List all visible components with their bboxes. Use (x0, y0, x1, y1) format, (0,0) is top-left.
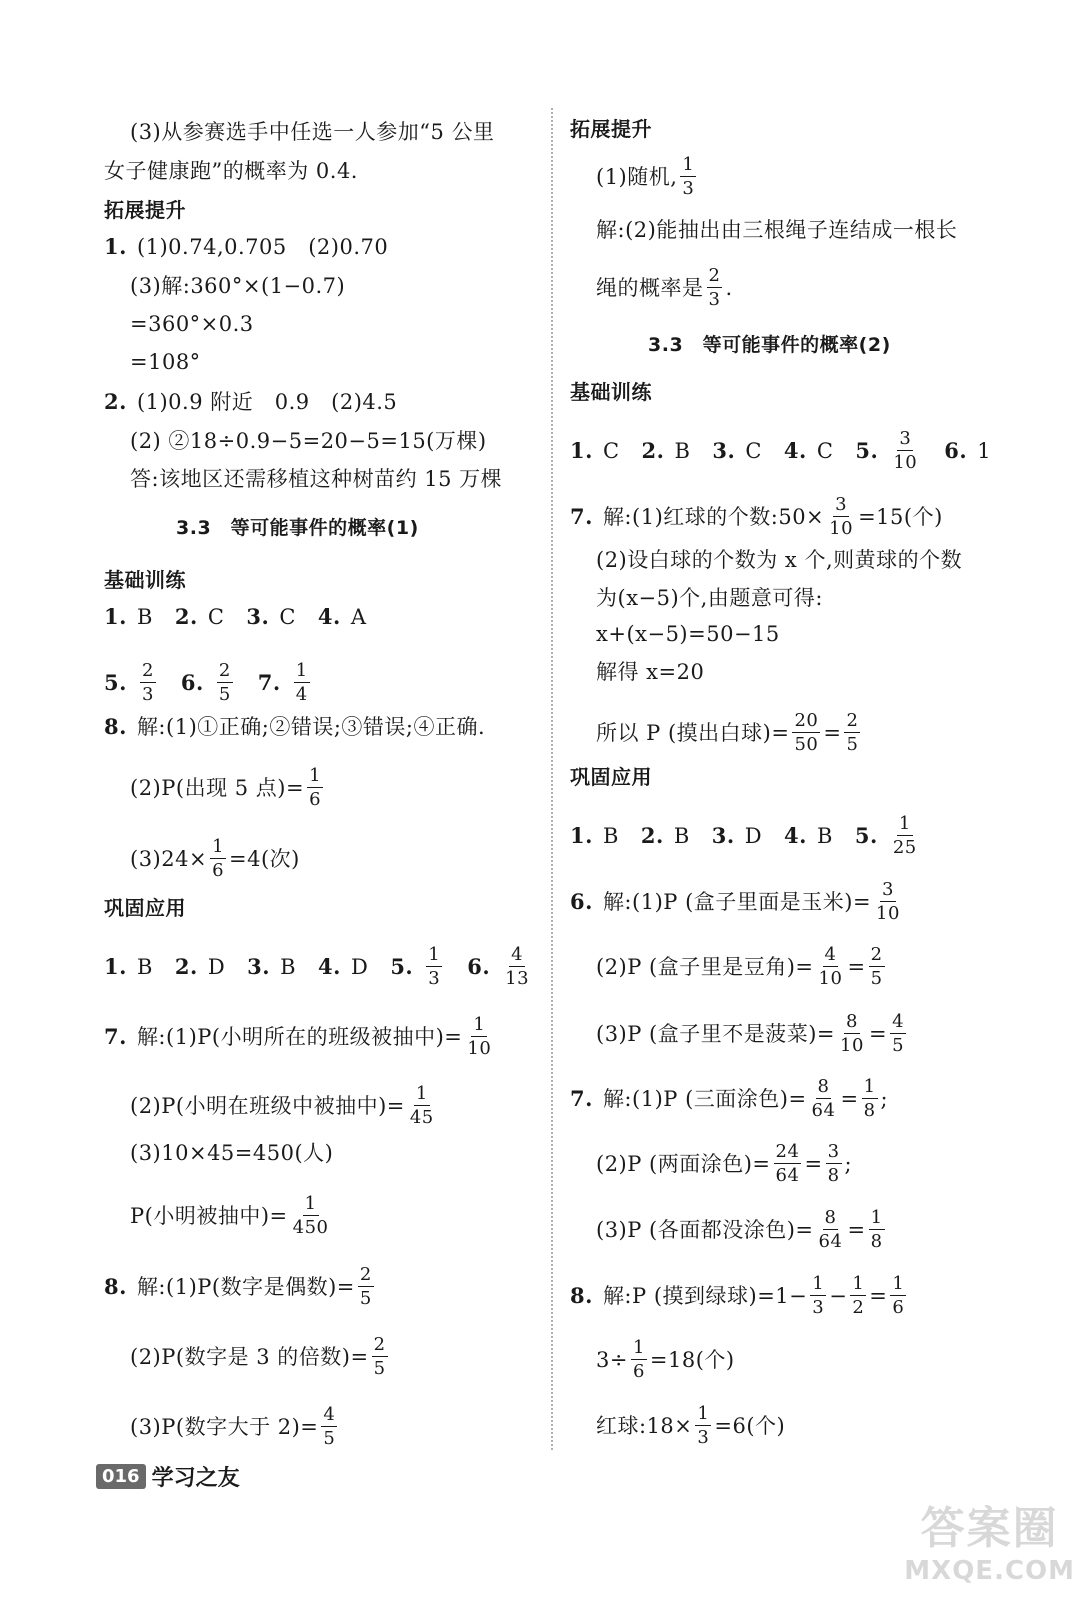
section-title: 3.3 等可能事件的概率(1) (176, 517, 419, 539)
answer-line (104, 1264, 377, 1309)
answer-text: 解:(1)P(数字是偶数)= (136, 1274, 355, 1299)
denominator: 8 (870, 1231, 883, 1252)
numerator: 1 (415, 1083, 428, 1104)
numerator: 1 (428, 944, 441, 965)
question-number: 5. (855, 437, 879, 463)
page-number: 016 (96, 1464, 146, 1489)
answer-text: =15(个) (858, 504, 943, 529)
fraction (891, 813, 919, 858)
numerator: 1 (812, 1273, 825, 1294)
answer-text: 解:(1)P (三面涂色)= (602, 1086, 807, 1111)
denominator: 8 (863, 1100, 876, 1121)
question-number: 4. (317, 604, 341, 629)
fraction (426, 944, 442, 989)
numerator: 1 (898, 813, 911, 834)
fraction (810, 1273, 826, 1318)
fraction (291, 1193, 331, 1238)
numerator: 1 (863, 1076, 876, 1097)
text-line: x+(x−5)=50−15 (596, 622, 780, 646)
numerator: 3 (882, 879, 894, 900)
fraction (850, 1273, 866, 1318)
answer-text: (2)P(数字是 3 的倍数)= (130, 1344, 369, 1369)
denominator: 5 (359, 1288, 372, 1309)
numerator: 3 (835, 494, 848, 515)
numerator: 4 (892, 1011, 905, 1032)
text-line: 解:(2)能抽出由三根绳子连结成一根长 (596, 218, 958, 242)
numerator: 1 (473, 1014, 486, 1035)
question-number: 8. (104, 714, 127, 739)
answer-line (596, 944, 888, 989)
answer-text: C (816, 438, 834, 463)
section-heading: 基础训练 (104, 568, 186, 592)
equals-sign: = (847, 954, 866, 979)
question-number: 6. (467, 953, 491, 979)
question-number: 6. (944, 437, 968, 463)
denominator: 64 (775, 1165, 800, 1186)
fraction (307, 765, 323, 810)
answer-line (596, 154, 699, 199)
answer-line (104, 388, 397, 416)
denominator: 10 (876, 903, 900, 924)
fraction (817, 944, 845, 989)
fraction (217, 660, 233, 705)
section-heading: 基础训练 (570, 380, 652, 404)
question-number: 7. (570, 1085, 593, 1111)
fraction (891, 428, 919, 473)
page-footer (96, 1456, 240, 1496)
fraction (358, 1264, 374, 1309)
question-number: 4. (783, 437, 807, 463)
numerator: 4 (824, 944, 837, 965)
question-number: 2. (174, 604, 198, 629)
answer-text: 解:P (摸到绿球)=1− (602, 1283, 808, 1308)
answer-text: B (816, 823, 833, 848)
numerator: 24 (775, 1141, 800, 1162)
answer-line (596, 1403, 785, 1448)
section-heading: 拓展提升 (104, 198, 186, 222)
question-number: 3. (711, 822, 735, 848)
question-number: 7. (104, 1023, 127, 1049)
answer-text: 解:(1)红球的个数:50× (602, 504, 825, 529)
answer-line (130, 1334, 391, 1379)
answer-text: =18(个) (649, 1347, 735, 1372)
text-line: (3)10×45=450(人) (130, 1141, 334, 1165)
fraction (810, 1076, 838, 1121)
denominator: 4 (295, 684, 308, 705)
text-line: (3)从参赛选手中任选一人参加“5 公里 (130, 120, 495, 144)
text-line: (2) ②18÷0.9−5=20−5=15(万棵) (130, 429, 487, 453)
question-number: 2. (640, 822, 664, 848)
numerator: 2 (359, 1264, 372, 1285)
numerator: 8 (817, 1076, 830, 1097)
answer-line (104, 713, 485, 741)
fraction (294, 660, 310, 705)
answer-text: (2)P (两面涂色)= (596, 1151, 771, 1176)
text-line: (2)设白球的个数为 x 个,则黄球的个数 (596, 548, 963, 572)
denominator: 3 (428, 968, 441, 989)
answer-text: D (350, 954, 369, 979)
answer-line (570, 1076, 888, 1121)
question-number: 8. (104, 1273, 127, 1299)
question-number: 5. (854, 822, 878, 848)
column-divider (551, 108, 553, 1450)
numerator: 2 (708, 265, 721, 286)
section-heading: 巩固应用 (104, 896, 186, 920)
answer-text: (1)随机, (596, 164, 678, 189)
answer-line (130, 1083, 439, 1128)
denominator: 5 (373, 1358, 386, 1379)
denominator: 3 (708, 289, 721, 310)
answer-line (130, 1193, 333, 1238)
denominator: 10 (818, 968, 843, 989)
answer-text: P(小明被抽中)= (130, 1203, 288, 1228)
fraction (210, 836, 226, 881)
fraction (680, 154, 696, 199)
watermark-logo (904, 1492, 1075, 1586)
fraction (372, 1334, 388, 1379)
question-number: 1. (570, 437, 593, 463)
answer-text: C (279, 605, 296, 629)
numerator: 1 (632, 1337, 645, 1358)
answer-text: =4(次) (229, 846, 300, 871)
answer-line (596, 265, 733, 310)
answer-text: B (136, 605, 153, 629)
fraction (707, 265, 723, 310)
answer-text: (3)24× (130, 846, 208, 871)
fraction (465, 1014, 493, 1059)
answer-text: B (602, 823, 619, 848)
fraction (890, 1011, 906, 1056)
equals-sign: = (823, 720, 842, 745)
denominator: 5 (870, 968, 883, 989)
answer-text: B (673, 823, 690, 848)
question-number: 6. (570, 888, 593, 914)
answer-line (104, 1014, 496, 1059)
equals-sign: = (847, 1217, 866, 1242)
numerator: 1 (212, 836, 225, 857)
numerator: 2 (218, 660, 231, 681)
answer-line (130, 1404, 340, 1449)
answer-text: (2)P(出现 5 点)= (130, 775, 305, 800)
answer-text: C (602, 438, 620, 463)
section-title: 3.3 等可能事件的概率(2) (648, 334, 891, 356)
denominator: 5 (218, 684, 231, 705)
numerator: 2 (373, 1334, 386, 1355)
numerator: 1 (304, 1193, 317, 1214)
fraction (890, 1273, 906, 1318)
answer-line (570, 813, 922, 858)
answer-text: 所以 P (摸出白球)= (596, 720, 790, 745)
fraction (862, 1076, 878, 1121)
answer-text: B (280, 954, 297, 979)
numerator: 4 (323, 1404, 336, 1425)
question-number: 3. (712, 437, 736, 463)
denominator: 3 (682, 178, 695, 199)
answer-text: C (745, 438, 762, 463)
denominator: 45 (409, 1107, 434, 1128)
answer-text: (1)0.74,0.705 (2)0.70 (136, 235, 389, 259)
numerator: 2 (141, 660, 154, 681)
fraction (874, 879, 902, 924)
text-line: 女子健康跑”的概率为 0.4. (104, 159, 358, 183)
equals-sign: = (869, 1283, 888, 1308)
denominator: 5 (323, 1428, 336, 1449)
text-line: 答:该地区还需移植这种树苗约 15 万棵 (130, 467, 503, 491)
denominator: 6 (632, 1361, 645, 1382)
fraction (869, 944, 885, 989)
fraction (774, 1141, 802, 1186)
answer-text: 3÷ (596, 1347, 628, 1372)
answer-text: 红球:18× (596, 1413, 693, 1438)
denominator: 3 (141, 684, 154, 705)
fraction (695, 1403, 711, 1448)
answer-line (596, 1207, 888, 1252)
question-number: 2. (174, 953, 198, 979)
fraction (827, 494, 855, 539)
question-number: 4. (318, 953, 341, 979)
numerator: 3 (899, 428, 912, 449)
answer-text: D (207, 954, 226, 979)
answer-line (104, 660, 313, 705)
answer-line (570, 879, 905, 924)
answer-line (130, 765, 326, 810)
question-number: 4. (784, 822, 807, 848)
answer-text: (3)P (盒子里不是菠菜)= (596, 1021, 836, 1046)
fraction (817, 1207, 845, 1252)
denominator: 50 (794, 734, 819, 755)
text-line: (3)解:360°×(1−0.7) (130, 274, 346, 298)
equals-sign: = (840, 1086, 859, 1111)
denominator: 13 (505, 968, 530, 989)
question-number: 2. (104, 389, 127, 414)
text-line: =360°×0.3 (130, 312, 254, 336)
question-number: 6. (180, 669, 204, 695)
text-line: 解得 x=20 (596, 660, 705, 684)
answer-line (570, 1273, 909, 1318)
answer-text: 1 (977, 438, 992, 463)
numerator: 1 (892, 1273, 905, 1294)
denominator: 10 (840, 1035, 864, 1056)
denominator: 5 (846, 734, 859, 755)
answer-text: =6(个) (714, 1413, 786, 1438)
watermark-url: MXQE.COM (904, 1556, 1075, 1586)
answer-text: ; (880, 1086, 889, 1111)
denominator: 3 (812, 1297, 825, 1318)
numerator: 4 (511, 944, 524, 965)
denominator: 8 (827, 1165, 840, 1186)
equals-sign: = (868, 1021, 888, 1046)
fraction (838, 1011, 866, 1056)
fraction (321, 1404, 337, 1449)
answer-text: (3)P(数字大于 2)= (130, 1414, 319, 1439)
denominator: 64 (811, 1100, 836, 1121)
numerator: 1 (852, 1273, 865, 1294)
fraction (408, 1083, 436, 1128)
section-heading: 拓展提升 (570, 117, 652, 141)
denominator: 6 (212, 860, 225, 881)
text-line: 为(x−5)个,由题意可得: (596, 586, 823, 610)
denominator: 10 (829, 518, 854, 539)
question-number: 2. (641, 437, 665, 463)
watermark-text: 答案圈 (920, 1503, 1059, 1554)
denominator: 6 (309, 789, 322, 810)
answer-text: C (207, 605, 225, 629)
denominator: 10 (467, 1038, 492, 1059)
question-number: 1. (104, 604, 127, 629)
fraction (869, 1207, 885, 1252)
numerator: 8 (824, 1207, 837, 1228)
question-number: 1. (104, 953, 127, 979)
answer-text: ; (844, 1151, 853, 1176)
equals-sign: = (804, 1151, 823, 1176)
numerator: 8 (846, 1011, 858, 1032)
question-number: 7. (570, 503, 593, 529)
answer-line (596, 1337, 735, 1382)
question-number: 1. (570, 822, 593, 848)
section-heading: 巩固应用 (570, 765, 652, 789)
answer-text: 解:(1)P(小明所在的班级被抽中)= (136, 1024, 463, 1049)
question-number: 5. (104, 669, 127, 695)
question-number: 1. (104, 234, 127, 259)
answer-text: D (744, 823, 763, 848)
numerator: 1 (295, 660, 308, 681)
denominator: 3 (697, 1427, 710, 1448)
answer-line (104, 603, 367, 631)
numerator: 3 (827, 1141, 840, 1162)
fraction (792, 710, 820, 755)
book-title: 学习之友 (151, 1464, 240, 1491)
fraction (844, 710, 860, 755)
numerator: 1 (697, 1403, 710, 1424)
answer-text: 绳的概率是 (596, 275, 704, 300)
numerator: 2 (846, 710, 859, 731)
answer-text: A (350, 605, 367, 629)
denominator: 64 (818, 1231, 843, 1252)
answer-line (104, 233, 388, 261)
fraction (503, 944, 531, 989)
answer-line (130, 836, 300, 881)
question-number: 3. (246, 604, 270, 629)
denominator: 450 (292, 1217, 329, 1238)
numerator: 1 (870, 1207, 883, 1228)
answer-line (596, 710, 863, 755)
fraction (826, 1141, 842, 1186)
question-number: 5. (390, 953, 414, 979)
answer-line (104, 944, 534, 989)
fraction (140, 660, 156, 705)
numerator: 1 (682, 154, 695, 175)
numerator: 2 (870, 944, 883, 965)
denominator: 10 (893, 452, 918, 473)
answer-line (570, 494, 943, 539)
answer-text: 解:(1)①正确;②错误;③错误;④正确. (136, 715, 486, 739)
denominator: 5 (892, 1035, 905, 1056)
minus-sign: − (829, 1283, 848, 1308)
answer-text: (3)P (各面都没涂色)= (596, 1217, 814, 1242)
answer-text: B (136, 954, 153, 979)
fraction (631, 1337, 647, 1382)
numerator: 20 (794, 710, 819, 731)
answer-text: (2)P(小明在班级中被抽中)= (130, 1093, 405, 1118)
answer-text: B (674, 438, 691, 463)
question-number: 8. (570, 1282, 593, 1308)
answer-text: . (725, 275, 733, 300)
denominator: 25 (892, 837, 917, 858)
denominator: 2 (852, 1297, 865, 1318)
question-number: 7. (257, 669, 281, 695)
question-number: 3. (247, 953, 271, 979)
denominator: 6 (892, 1297, 905, 1318)
answer-text: 解:(1)P (盒子里面是玉米)= (602, 889, 872, 914)
answer-text: (2)P (盒子里是豆角)= (596, 954, 814, 979)
answer-text: (1)0.9 附近 0.9 (2)4.5 (136, 390, 398, 414)
answer-line (596, 1011, 909, 1056)
answer-line (596, 1141, 852, 1186)
text-line: =108° (130, 350, 201, 374)
answer-line (570, 428, 991, 473)
numerator: 1 (309, 765, 322, 786)
